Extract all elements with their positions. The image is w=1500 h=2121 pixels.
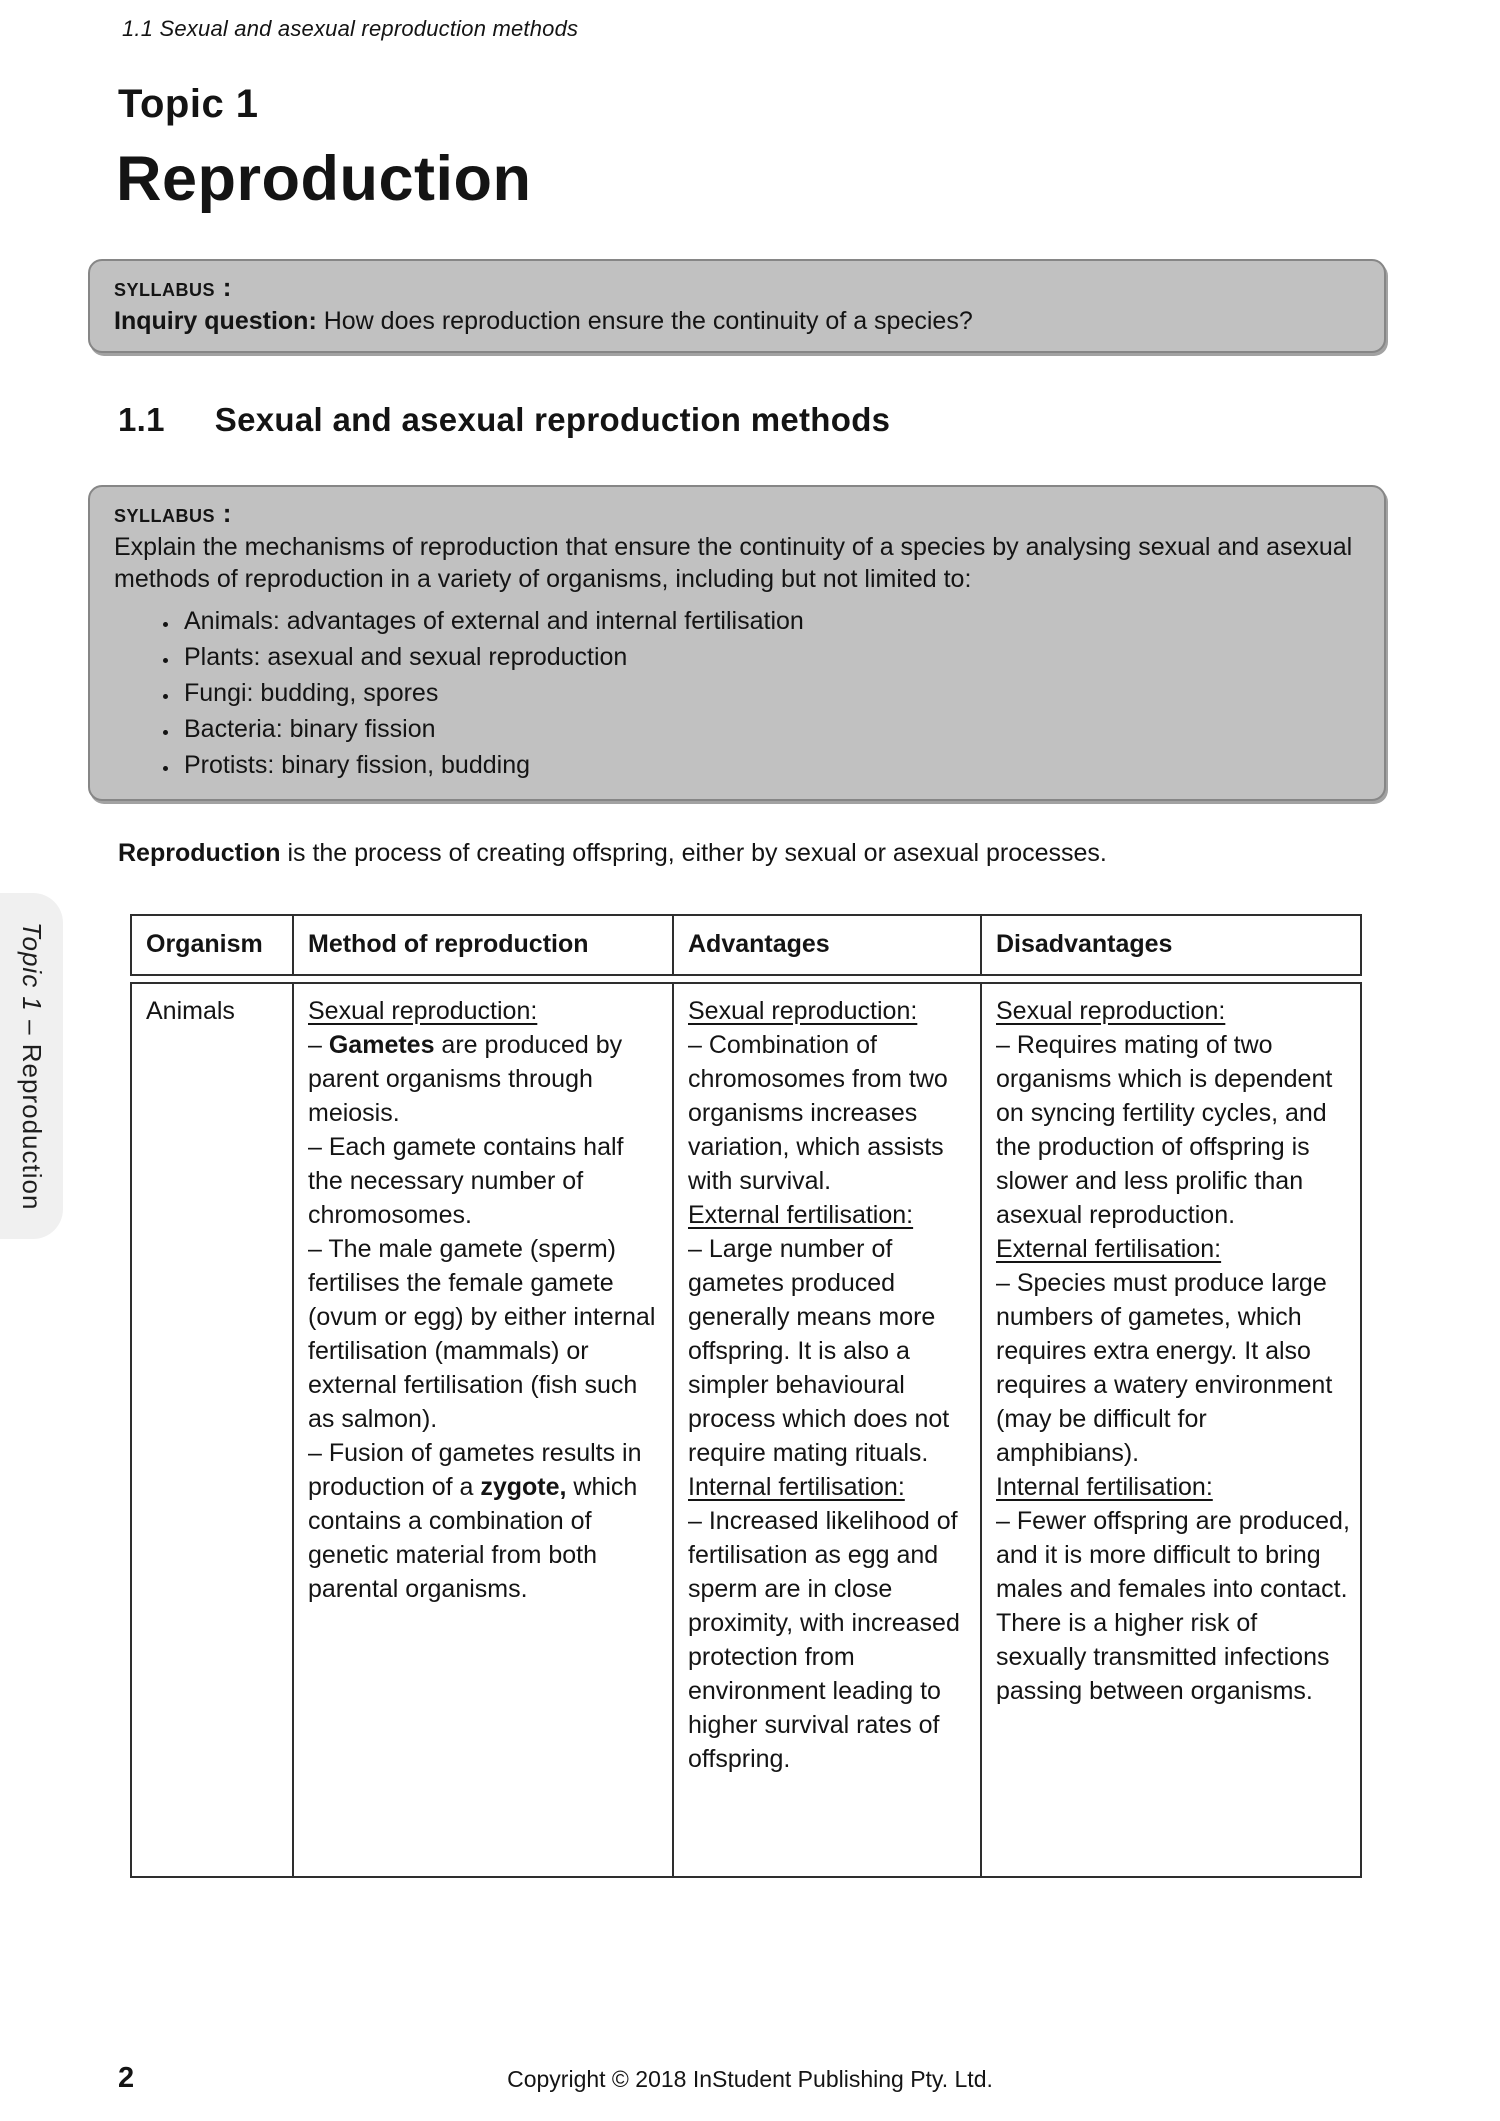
side-tab-text [16,922,47,1210]
cell-paragraph: – Combination of chromosomes from two organisms increases variation, which assists with survival. [688,1031,948,1195]
cell-subheading: External fertilisation: [688,1201,914,1229]
syllabus-box-inquiry [88,259,1386,353]
cell-subheading: Internal fertilisation: [688,1473,905,1501]
cell-disadvantages [980,984,1364,1876]
cell-paragraph: – Gametes are produced by parent organisms through meiosis. [308,1031,623,1127]
cell-paragraph: – Species must produce large numbers of gametes, which requires extra energy. It also requires a watery environment (may be difficult for amphibians). [996,1269,1333,1467]
cell-subheading: Sexual reproduction: [688,997,918,1025]
page-number: 2 [118,2062,135,2094]
column-header-advantages: Advantages [672,916,980,974]
reproduction-table [130,914,1362,1878]
column-header-disadvantages: Disadvantages [980,916,1364,974]
topic-label: Topic 1 [118,82,259,126]
syllabus-bullet: • Bacteria: binary fission [180,713,1360,746]
cell-paragraph: – Fewer offspring are produced, and it is more difficult to bring males and females into contact. There is a higher risk of sexually transmitted infections passing between organisms. [996,1507,1350,1705]
column-header-method: Method of reproduction [292,916,672,974]
cell-subheading: Internal fertilisation: [996,1473,1213,1501]
cell-paragraph: – Increased likelihood of fertilisation as egg and sperm are in close proximity, with increased protection from environment leading to higher survival rates of offspring. [688,1507,960,1773]
syllabus-bullet: • Fungi: budding, spores [180,677,1360,710]
syllabus-intro: Explain the mechanisms of reproduction that ensure the continuity of a species by analysing sexual and asexual methods of reproduction in a variety of organisms, including but not limited to: [114,533,1353,593]
syllabus-label: syllabus : [114,272,232,302]
cell-paragraph: – Large number of gametes produced generally means more offspring. It is also a simpler behavioural process which does not require mating rituals. [688,1235,950,1467]
running-head: 1.1 Sexual and asexual reproduction methods [122,16,579,41]
page-content [88,0,1386,1878]
cell-advantages [672,984,980,1876]
syllabus-bullet: • Protists: binary fission, budding [180,749,1360,782]
table-header-row [130,914,1362,976]
section-title: Sexual and asexual reproduction methods [214,401,891,438]
section-number: 1.1 [118,401,165,438]
inquiry-question: Inquiry question: How does reproduction ensure the continuity of a species? [114,307,973,335]
syllabus-bullet: • Animals: advantages of external and internal fertilisation [180,605,1360,638]
syllabus-label: syllabus : [114,498,232,528]
column-header-organism: Organism [146,930,263,958]
section-heading [118,401,1386,439]
lead-paragraph: Reproduction is the process of creating offspring, either by sexual or asexual processes. [118,839,1107,867]
syllabus-bullet-list [114,605,1360,782]
cell-subheading: Sexual reproduction: [996,997,1226,1025]
chapter-title: Reproduction [116,144,532,214]
cell-method-of-reproduction [292,984,672,1876]
cell-paragraph: – Fusion of gametes results in production of a zygote, which contains a combination of genetic material from both parental organisms. [308,1439,642,1603]
syllabus-bullet: • Plants: asexual and sexual reproduction [180,641,1360,674]
table-row-animals [130,982,1362,1878]
side-tab-title: – Reproduction [17,1011,47,1211]
side-tab-topic: Topic 1 [17,921,47,1012]
syllabus-box-outcomes [88,485,1386,801]
chapter-side-tab [0,893,63,1239]
copyright-line: Copyright © 2018 InStudent Publishing Pty. Ltd. [507,2066,993,2092]
cell-paragraph: – Each gamete contains half the necessary number of chromosomes. [308,1133,624,1229]
cell-subheading: External fertilisation: [996,1235,1222,1263]
cell-paragraph: – The male gamete (sperm) fertilises the female gamete (ovum or egg) by either internal fertilisation (mammals) or external fertilisation (fish such as salmon). [308,1235,656,1433]
cell-paragraph: – Requires mating of two organisms which is dependent on syncing fertility cycles, and the production of offspring is slower and less prolific than asexual reproduction. [996,1031,1333,1229]
cell-organism: Animals [146,997,235,1025]
cell-subheading: Sexual reproduction: [308,997,538,1025]
